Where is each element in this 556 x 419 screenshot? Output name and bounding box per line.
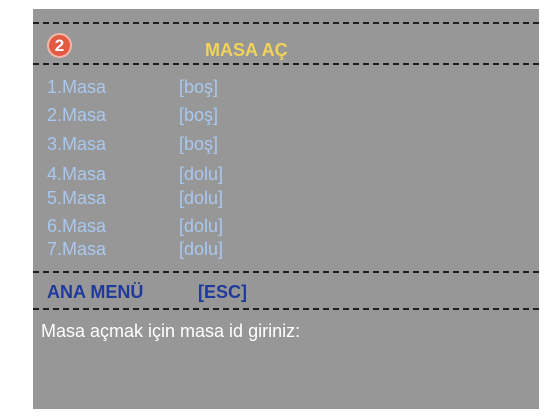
screen-number-badge: 2: [47, 33, 72, 58]
table-status: [boş]: [179, 134, 219, 154]
app-screen: [33, 9, 539, 409]
table-name: 2.Masa: [47, 105, 107, 125]
table-status: [dolu]: [179, 164, 224, 184]
esc-key-hint[interactable]: [ESC]: [198, 282, 247, 302]
table-status: [boş]: [179, 77, 219, 97]
table-name: 7.Masa: [47, 239, 107, 259]
table-name: 4.Masa: [47, 164, 107, 184]
table-name: 6.Masa: [47, 216, 107, 236]
table-name: 1.Masa: [47, 77, 107, 97]
page-title: MASA AÇ: [205, 40, 288, 60]
header-divider: [33, 63, 539, 65]
menu-bottom-divider: [33, 308, 539, 310]
top-divider: [33, 22, 539, 24]
table-status: [boş]: [179, 105, 219, 125]
main-menu-link[interactable]: ANA MENÜ: [47, 282, 144, 302]
table-status: [dolu]: [179, 188, 224, 208]
table-name: 5.Masa: [47, 188, 107, 208]
menu-top-divider: [33, 271, 539, 273]
table-name: 3.Masa: [47, 134, 107, 154]
input-prompt: Masa açmak için masa id giriniz:: [41, 321, 301, 341]
table-status: [dolu]: [179, 239, 224, 259]
table-status: [dolu]: [179, 216, 224, 236]
